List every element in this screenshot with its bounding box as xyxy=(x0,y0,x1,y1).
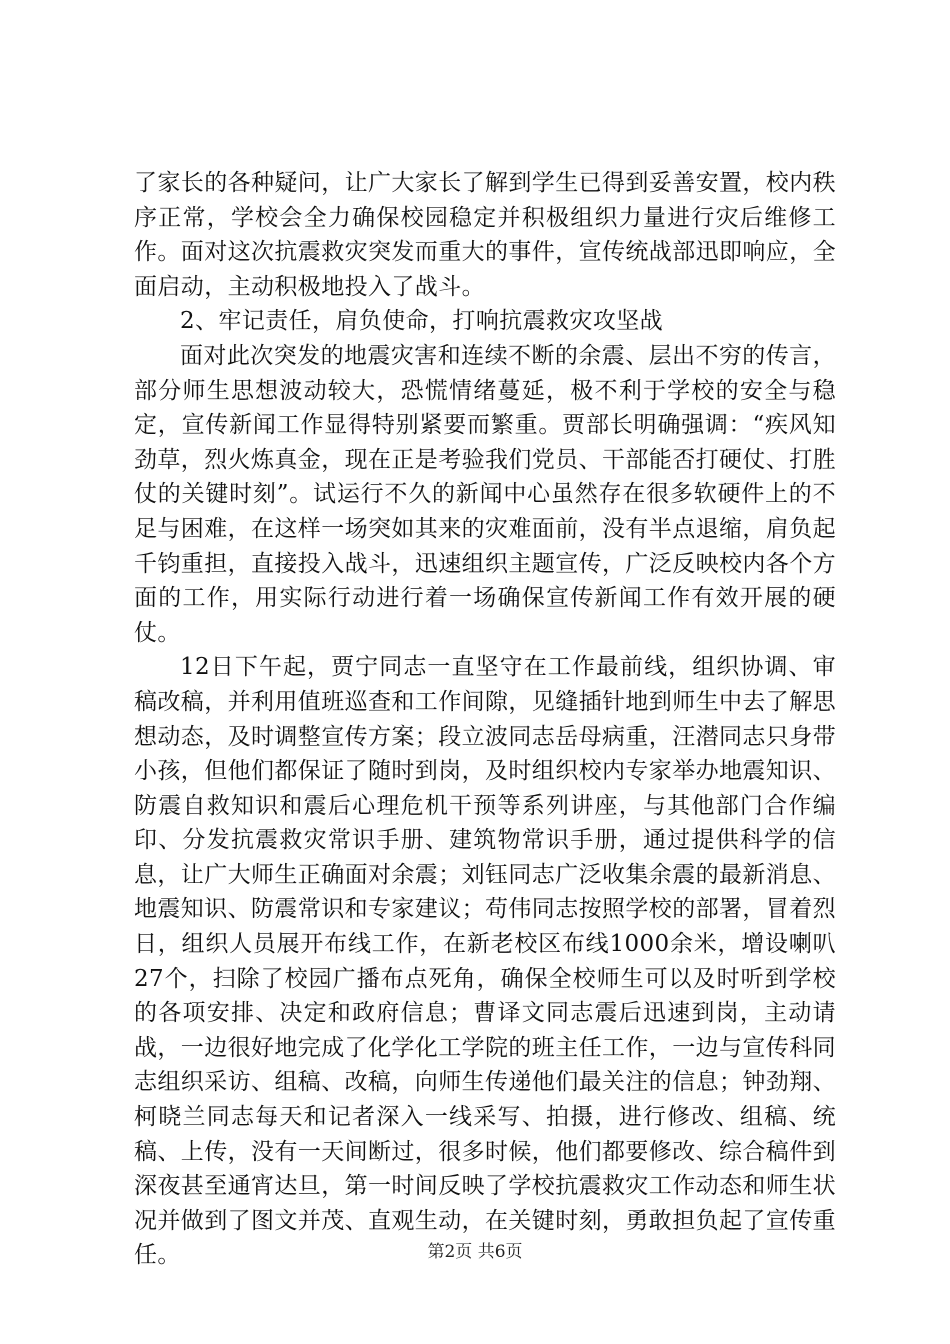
paragraph-continuation: 了家长的各种疑问，让广大家长了解到学生已得到妥善安置，校内秩序正常，学校会全力确保校园稳定并积极组织力量进行灾后维修工作。面对这次抗震救灾突发而重大的事件，宣传统战部迅即响应，全面启动，主动积极地投入了战斗。 xyxy=(134,170,836,300)
paragraph-staff-work: 12日下午起，贾宁同志一直坚守在工作最前线，组织协调、审稿改稿，并利用值班巡查和工作间隙，见缝插针地到师生中去了解思想动态，及时调整宣传方案；段立波同志岳母病重，汪潜同志只身带小孩，但他们都保证了随时到岗，及时组织校内专家举办地震知识、防震自救知识和震后心理危机干预等系列讲座，与其他部门合作编印、分发抗震救灾常识手册、建筑物常识手册，通过提供科学的信息，让广大师生正确面对余震；刘钰同志广泛收集余震的最新消息、地震知识、防震常识和专家建议；苟伟同志按照学校的部署，冒着烈日，组织人员展开布线工作，在新老校区布线1000余米，增设喇叭27个，扫除了校园广播布点死角，确保全校师生可以及时听到学校的各项安排、决定和政府信息；曹译文同志震后迅速到岗，主动请战，一边很好地完成了化学化工学院的班主任工作，一边与宣传科同志组织采访、组稿、改稿，向师生传递他们最关注的信息；钟劲翔、柯晓兰同志每天和记者深入一线采写、拍摄，进行修改、组稿、统稿、上传，没有一天间断过，很多时候，他们都要修改、综合稿件到深夜甚至通宵达旦，第一时间反映了学校抗震救灾工作动态和师生状况并做到了图文并茂、直观生动，在关键时刻，勇敢担负起了宣传重任。 xyxy=(134,654,836,1269)
paragraph-response: 面对此次突发的地震灾害和连续不断的余震、层出不穷的传言，部分师生思想波动较大，恐慌情绪蔓延，极不利于学校的安全与稳定，宣传新闻工作显得特别紧要而繁重。贾部长明确强调：“疾风知劲草，烈火炼真金，现在正是考验我们党员、干部能否打硬仗、打胜仗的关键时刻”。试运行不久的新闻中心虽然存在很多软硬件上的不足与困难，在这样一场突如其来的灾难面前，没有半点退缩，肩负起千钧重担，直接投入战斗，迅速组织主题宣传，广泛反映校内各个方面的工作，用实际行动进行着一场确保宣传新闻工作有效开展的硬仗。 xyxy=(134,342,836,646)
section-heading: 2、牢记责任，肩负使命，打响抗震救灾攻坚战 xyxy=(180,308,664,335)
page-footer: 第2页 共6页 xyxy=(427,1242,523,1262)
body-text xyxy=(134,166,836,1273)
